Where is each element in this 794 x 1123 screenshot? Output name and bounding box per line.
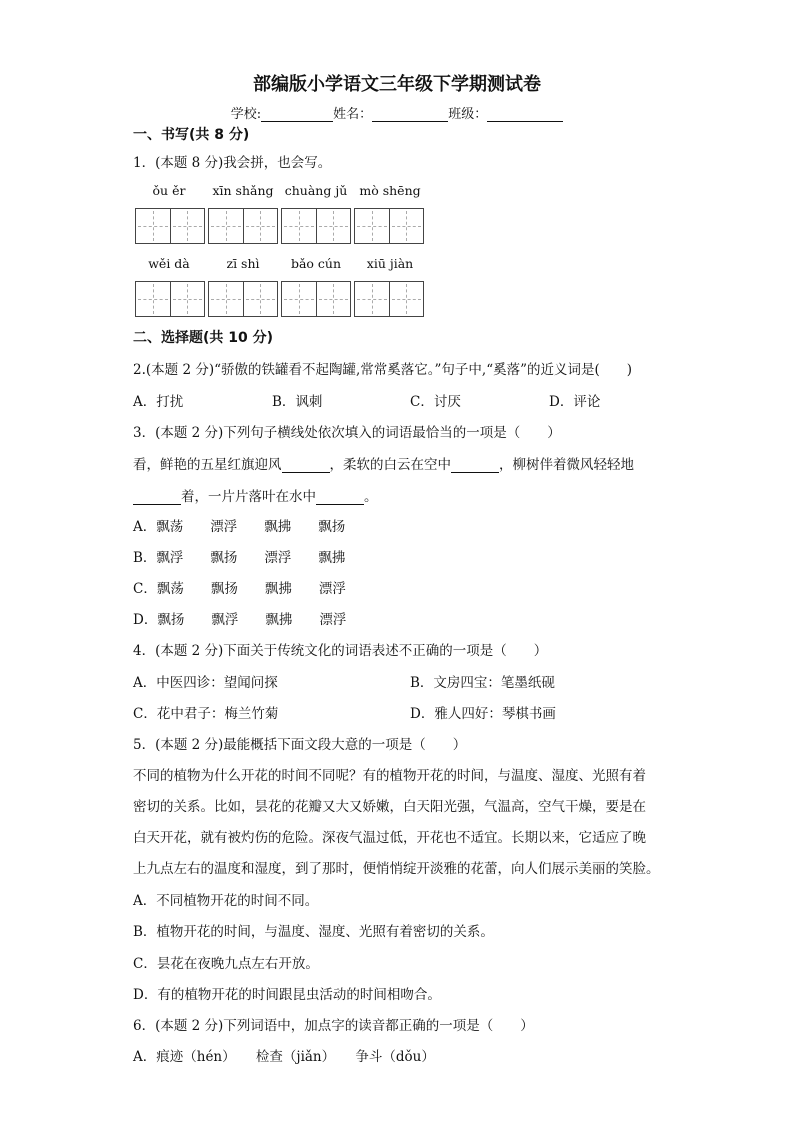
writing-grid[interactable]	[281, 208, 351, 244]
q6-option-a[interactable]: A．痕迹（hén） 检查（jiǎn） 争斗（dǒu）	[133, 1049, 435, 1065]
sentence-text: ，柔软的白云在空中	[329, 457, 451, 473]
fill-blank[interactable]	[133, 490, 181, 505]
fill-blank[interactable]	[282, 458, 330, 473]
passage-line: 不同的植物为什么开花的时间不同呢？有的植物开花的时间，与温度、湿度、光照有着	[133, 768, 646, 784]
q2-option-c[interactable]: C．讨厌	[410, 394, 461, 410]
sentence-text: 看，鲜艳的五星红旗迎风	[133, 457, 282, 473]
q5-option-b[interactable]: B．植物开花的时间，与温度、湿度、光照有着密切的关系。	[133, 924, 494, 940]
q2-option-d[interactable]: D．评论	[549, 394, 601, 410]
passage-line: 白天开花，就有被灼伤的危险。深夜气温过低，开花也不适宜。长期以来，它适应了晚	[133, 830, 646, 846]
school-field[interactable]	[261, 107, 333, 122]
q5-option-c[interactable]: C．昙花在夜晚九点左右开放。	[133, 956, 319, 972]
q5-option-d[interactable]: D．有的植物开花的时间跟昆虫活动的时间相吻合。	[133, 987, 441, 1003]
q2-option-b[interactable]: B．讽刺	[272, 394, 323, 410]
school-label: 学校:	[230, 107, 262, 122]
pinyin-label: xiū jiàn	[366, 256, 414, 271]
student-info-line	[0, 103, 794, 122]
class-field[interactable]	[487, 107, 563, 122]
writing-grid[interactable]	[354, 281, 424, 317]
page-title: 部编版小学语文三年级下学期测试卷	[253, 74, 541, 95]
sentence-text: ，柳树伴着微风轻轻地	[499, 457, 634, 473]
pinyin-label: zī shì	[226, 256, 260, 271]
sentence-text: 着，一片片落叶在水中	[181, 489, 316, 505]
pinyin-label: bǎo cún	[290, 256, 342, 271]
pinyin-label: chuàng jǔ	[284, 183, 348, 198]
fill-blank[interactable]	[451, 458, 499, 473]
question-5-stem: 5．(本题 2 分)最能概括下面文段大意的一项是（ ）	[133, 737, 467, 753]
question-3-sentence-line1	[133, 453, 634, 473]
question-1-stem: 1．(本题 8 分)我会拼，也会写。	[133, 155, 332, 171]
pinyin-label: wěi dà	[148, 256, 190, 271]
name-label: 姓名：	[333, 107, 373, 122]
fill-blank[interactable]	[316, 490, 364, 505]
passage-line: 密切的关系。比如，昙花的花瓣又大又娇嫩，白天阳光强，气温高，空气干燥，要是在	[133, 799, 646, 815]
q4-option-a[interactable]: A．中医四诊：望闻问探	[133, 675, 278, 691]
passage-line: 上九点左右的温度和湿度，到了那时，便悄悄绽开淡雅的花蕾，向人们展示美丽的笑脸。	[133, 861, 660, 877]
writing-grid[interactable]	[135, 281, 205, 317]
q3-option-a[interactable]: A．飘荡 漂浮 飘拂 飘扬	[133, 519, 346, 535]
pinyin-label: mò shēng	[359, 183, 421, 198]
pinyin-label: ǒu ěr	[152, 183, 186, 198]
q4-option-b[interactable]: B．文房四宝：笔墨纸砚	[410, 675, 555, 691]
class-label: 班级：	[448, 107, 488, 122]
writing-grid[interactable]	[281, 281, 351, 317]
q4-option-d[interactable]: D．雅人四好：琴棋书画	[410, 706, 556, 722]
q3-option-d[interactable]: D．飘扬 飘浮 飘拂 漂浮	[133, 612, 347, 628]
section-heading-choice: 二、选择题(共 10 分)	[133, 330, 274, 346]
writing-grid[interactable]	[208, 281, 278, 317]
pinyin-label: xīn shǎng	[212, 183, 274, 198]
question-2-stem: 2.(本题 2 分)“骄傲的铁罐看不起陶罐,常常奚落它。”句子中,“奚落”的近义词是( )	[133, 362, 633, 378]
writing-grid[interactable]	[208, 208, 278, 244]
question-6-stem: 6．(本题 2 分)下列词语中，加点字的读音都正确的一项是（ ）	[133, 1018, 534, 1034]
writing-grid[interactable]	[135, 208, 205, 244]
section-heading-writing: 一、书写(共 8 分)	[133, 127, 250, 143]
q3-option-b[interactable]: B．飘浮 飘扬 漂浮 飘拂	[133, 550, 346, 566]
sentence-text: 。	[364, 489, 378, 505]
question-4-stem: 4．(本题 2 分)下面关于传统文化的词语表述不正确的一项是（ ）	[133, 643, 548, 659]
q3-option-c[interactable]: C．飘荡 飘扬 飘拂 漂浮	[133, 581, 346, 597]
question-3-stem: 3．(本题 2 分)下列句子横线处依次填入的词语最恰当的一项是（ ）	[133, 425, 561, 441]
question-3-sentence-line2	[133, 485, 378, 505]
q4-option-c[interactable]: C．花中君子：梅兰竹菊	[133, 706, 279, 722]
q2-option-a[interactable]: A．打扰	[133, 394, 184, 410]
q5-option-a[interactable]: A．不同植物开花的时间不同。	[133, 893, 319, 909]
writing-grid[interactable]	[354, 208, 424, 244]
name-field[interactable]	[372, 107, 448, 122]
